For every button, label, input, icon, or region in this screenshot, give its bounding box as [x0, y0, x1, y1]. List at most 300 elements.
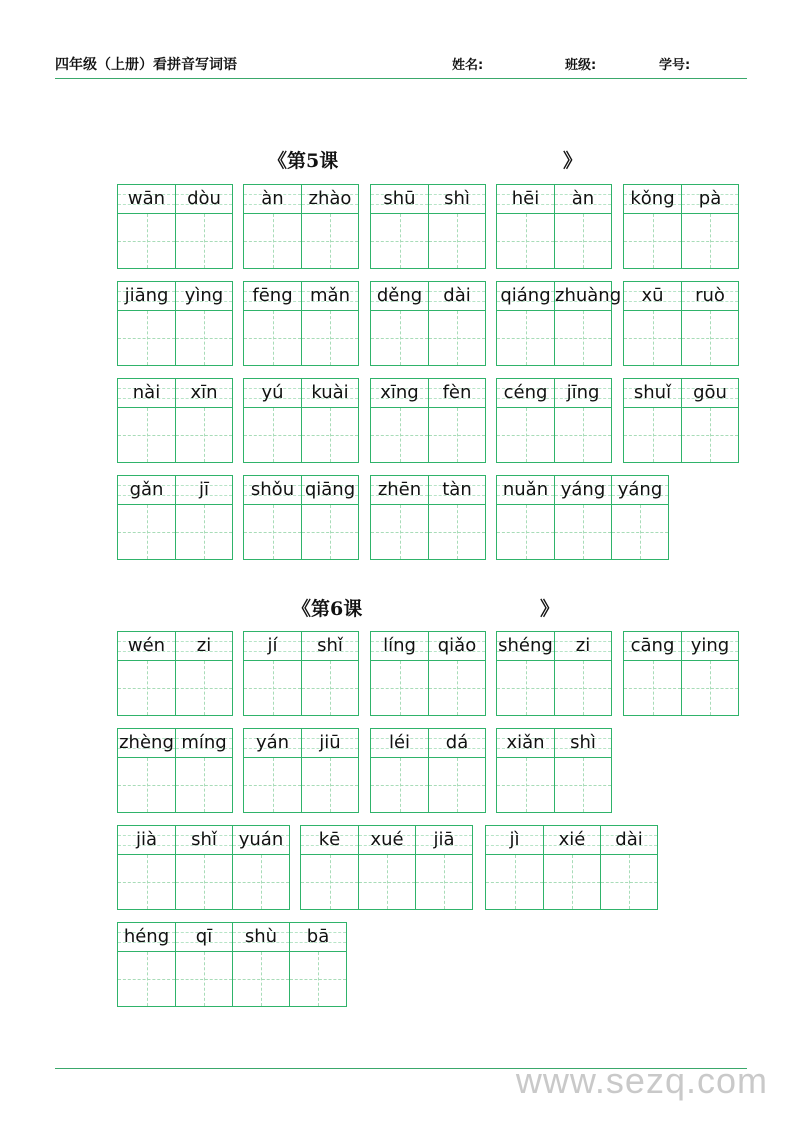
- writing-box[interactable]: [429, 505, 485, 559]
- character-cell: [371, 185, 428, 268]
- character-cell: [497, 282, 554, 365]
- pinyin-label: [682, 379, 738, 408]
- character-cell: [624, 282, 681, 365]
- writing-box[interactable]: [176, 505, 232, 559]
- writing-box[interactable]: [118, 758, 175, 812]
- pinyin-label: [555, 476, 611, 505]
- header-rule: [55, 78, 747, 79]
- writing-box[interactable]: [244, 311, 301, 365]
- writing-box[interactable]: [497, 214, 554, 268]
- word-group: [370, 281, 486, 366]
- pinyin-label: [555, 185, 611, 214]
- pinyin-text: nuǎn: [502, 479, 549, 500]
- pinyin-label: [176, 282, 232, 311]
- writing-box[interactable]: [682, 661, 738, 715]
- pinyin-text: gǎn: [129, 479, 164, 500]
- pinyin-label: [555, 729, 611, 758]
- pinyin-text: zhēn: [377, 479, 422, 500]
- pinyin-label: [301, 826, 358, 855]
- character-cell: [554, 185, 611, 268]
- pinyin-label: [544, 826, 600, 855]
- pinyin-label: [176, 476, 232, 505]
- pinyin-text: wén: [127, 635, 166, 656]
- character-cell: [543, 826, 600, 909]
- pinyin-text: jiāng: [124, 285, 169, 306]
- word-group: [243, 378, 359, 463]
- word-group: [243, 281, 359, 366]
- character-cell: [118, 185, 175, 268]
- pinyin-text: qiáng: [500, 285, 551, 306]
- word-group: [117, 728, 233, 813]
- writing-box[interactable]: [612, 505, 668, 559]
- word-group: [243, 184, 359, 269]
- pinyin-label: [371, 729, 428, 758]
- character-cell: [428, 729, 485, 812]
- writing-box[interactable]: [544, 855, 600, 909]
- pinyin-label: [176, 632, 232, 661]
- class-label: 班级:: [565, 58, 597, 73]
- writing-box[interactable]: [176, 311, 232, 365]
- word-group: [370, 728, 486, 813]
- pinyin-label: [244, 476, 301, 505]
- pinyin-label: [497, 476, 554, 505]
- pinyin-text: dá: [445, 732, 469, 753]
- character-cell: [624, 379, 681, 462]
- pinyin-label: [497, 185, 554, 214]
- pinyin-text: xīng: [380, 382, 419, 403]
- pinyin-label: [624, 379, 681, 408]
- pinyin-text: nài: [132, 382, 161, 403]
- pinyin-text: ying: [690, 635, 730, 656]
- pinyin-text: wān: [127, 188, 166, 209]
- pinyin-text: zhuàng: [555, 285, 622, 306]
- character-cell: [554, 632, 611, 715]
- writing-box[interactable]: [429, 311, 485, 365]
- pinyin-label: [371, 282, 428, 311]
- pinyin-text: shéng: [498, 635, 553, 656]
- pinyin-text: shù: [244, 926, 278, 947]
- word-group: [243, 631, 359, 716]
- pinyin-text: shū: [383, 188, 416, 209]
- character-cell: [371, 282, 428, 365]
- pinyin-text: yuán: [238, 829, 284, 850]
- pinyin-label: [118, 379, 175, 408]
- pinyin-text: jī: [198, 479, 209, 500]
- character-cell: [428, 185, 485, 268]
- pinyin-text: yú: [261, 382, 284, 403]
- character-cell: [371, 729, 428, 812]
- pinyin-label: [624, 632, 681, 661]
- pinyin-text: gōu: [693, 382, 727, 403]
- writing-box[interactable]: [302, 311, 358, 365]
- pinyin-text: mǎn: [310, 285, 350, 306]
- pinyin-text: dài: [615, 829, 643, 850]
- writing-box[interactable]: [555, 408, 611, 462]
- word-group: [370, 378, 486, 463]
- character-cell: [289, 923, 346, 1006]
- writing-box[interactable]: [302, 408, 358, 462]
- pinyin-text: àn: [261, 188, 284, 209]
- pinyin-label: [429, 379, 485, 408]
- writing-box[interactable]: [429, 214, 485, 268]
- pinyin-text: fēng: [252, 285, 293, 306]
- word-group: [623, 378, 739, 463]
- pinyin-text: zhào: [308, 188, 352, 209]
- worksheet-header: [55, 54, 747, 78]
- pinyin-label: [302, 379, 358, 408]
- character-cell: [554, 379, 611, 462]
- pinyin-text: jīng: [566, 382, 600, 403]
- character-cell: [554, 729, 611, 812]
- name-label: 姓名:: [452, 58, 484, 73]
- pinyin-text: qī: [195, 926, 213, 947]
- character-cell: [301, 379, 358, 462]
- character-cell: [175, 379, 232, 462]
- writing-box[interactable]: [497, 311, 554, 365]
- word-group: [370, 184, 486, 269]
- writing-box[interactable]: [555, 661, 611, 715]
- writing-box[interactable]: [682, 214, 738, 268]
- pinyin-text: xué: [370, 829, 404, 850]
- word-group: [117, 378, 233, 463]
- pinyin-label: [118, 729, 175, 758]
- writing-box[interactable]: [176, 661, 232, 715]
- word-group: [496, 281, 622, 366]
- character-cell: [486, 826, 543, 909]
- pinyin-text: děng: [376, 285, 423, 306]
- character-cell: [497, 185, 554, 268]
- pinyin-label: [244, 729, 301, 758]
- character-cell: [554, 282, 622, 365]
- word-group: [117, 281, 233, 366]
- pinyin-label: [682, 282, 738, 311]
- pinyin-label: [682, 632, 738, 661]
- pinyin-label: [233, 923, 289, 952]
- character-cell: [118, 476, 175, 559]
- pinyin-label: [555, 379, 611, 408]
- pinyin-text: shuǐ: [633, 382, 672, 403]
- writing-box[interactable]: [624, 214, 681, 268]
- character-cell: [232, 826, 289, 909]
- word-group: [496, 378, 612, 463]
- pinyin-text: qiāng: [304, 479, 356, 500]
- pinyin-text: kǒng: [630, 188, 675, 209]
- pinyin-text: céng: [503, 382, 548, 403]
- writing-box[interactable]: [555, 505, 611, 559]
- pinyin-text: xīn: [190, 382, 218, 403]
- character-cell: [497, 632, 554, 715]
- pinyin-label: [233, 826, 289, 855]
- pinyin-label: [429, 282, 485, 311]
- pinyin-text: líng: [383, 635, 416, 656]
- writing-box[interactable]: [371, 505, 428, 559]
- pinyin-text: xū: [641, 285, 664, 306]
- word-group: [117, 825, 290, 910]
- pinyin-label: [118, 923, 175, 952]
- writing-box[interactable]: [416, 855, 472, 909]
- pinyin-text: zi: [196, 635, 212, 656]
- writing-box[interactable]: [233, 855, 289, 909]
- character-cell: [175, 476, 232, 559]
- worksheet-title: 四年级（上册）看拼音写词语: [55, 57, 237, 73]
- pinyin-label: [371, 185, 428, 214]
- character-cell: [600, 826, 657, 909]
- word-group: [496, 631, 612, 716]
- writing-box[interactable]: [302, 505, 358, 559]
- writing-box[interactable]: [682, 311, 738, 365]
- lesson-6-title: 《第6课: [292, 598, 363, 620]
- character-cell: [244, 185, 301, 268]
- character-cell: [301, 185, 358, 268]
- writing-box[interactable]: [555, 214, 611, 268]
- pinyin-label: [302, 185, 358, 214]
- pinyin-label: [612, 476, 668, 505]
- character-cell: [175, 923, 232, 1006]
- pinyin-text: jiā: [433, 829, 455, 850]
- pinyin-text: míng: [181, 732, 227, 753]
- pinyin-text: jì: [509, 829, 520, 850]
- character-cell: [244, 379, 301, 462]
- pinyin-label: [118, 632, 175, 661]
- pinyin-label: [290, 923, 346, 952]
- pinyin-text: dòu: [187, 188, 221, 209]
- writing-box[interactable]: [301, 855, 358, 909]
- word-group: [243, 728, 359, 813]
- pinyin-label: [244, 282, 301, 311]
- lesson-5-title-close: 》: [563, 150, 583, 172]
- writing-box[interactable]: [176, 408, 232, 462]
- writing-box[interactable]: [176, 952, 232, 1006]
- word-group: [485, 825, 658, 910]
- word-group: [117, 184, 233, 269]
- writing-box[interactable]: [244, 408, 301, 462]
- pinyin-label: [302, 729, 358, 758]
- pinyin-label: [244, 379, 301, 408]
- writing-box[interactable]: [244, 661, 301, 715]
- writing-box[interactable]: [118, 505, 175, 559]
- writing-box[interactable]: [176, 855, 232, 909]
- writing-box[interactable]: [118, 855, 175, 909]
- lesson-6-title-close: 》: [540, 598, 560, 620]
- pinyin-text: tàn: [442, 479, 472, 500]
- pinyin-label: [416, 826, 472, 855]
- pinyin-text: shì: [444, 188, 470, 209]
- pinyin-text: zhèng: [119, 732, 174, 753]
- pinyin-label: [429, 476, 485, 505]
- pinyin-label: [302, 282, 358, 311]
- character-cell: [624, 185, 681, 268]
- character-cell: [244, 476, 301, 559]
- writing-box[interactable]: [244, 758, 301, 812]
- character-cell: [681, 282, 738, 365]
- pinyin-text: yìng: [184, 285, 224, 306]
- character-cell: [415, 826, 472, 909]
- writing-box[interactable]: [371, 408, 428, 462]
- character-cell: [301, 476, 358, 559]
- pinyin-text: ruò: [695, 285, 725, 306]
- pinyin-text: shǐ: [317, 635, 343, 656]
- pinyin-label: [244, 185, 301, 214]
- pinyin-label: [302, 632, 358, 661]
- word-group: [496, 184, 612, 269]
- writing-box[interactable]: [302, 214, 358, 268]
- writing-box[interactable]: [486, 855, 543, 909]
- pinyin-label: [371, 379, 428, 408]
- writing-box[interactable]: [497, 661, 554, 715]
- pinyin-label: [244, 632, 301, 661]
- pinyin-label: [176, 923, 232, 952]
- character-cell: [428, 379, 485, 462]
- pinyin-label: [371, 476, 428, 505]
- writing-box[interactable]: [601, 855, 657, 909]
- writing-box[interactable]: [176, 758, 232, 812]
- pinyin-label: [555, 632, 611, 661]
- word-group: [370, 631, 486, 716]
- character-cell: [301, 826, 358, 909]
- writing-box[interactable]: [371, 214, 428, 268]
- writing-box[interactable]: [371, 758, 428, 812]
- character-cell: [232, 923, 289, 1006]
- pinyin-text: bā: [306, 926, 330, 947]
- writing-box[interactable]: [429, 661, 485, 715]
- word-group: [496, 728, 612, 813]
- pinyin-label: [497, 379, 554, 408]
- pinyin-label: [118, 476, 175, 505]
- writing-box[interactable]: [497, 758, 554, 812]
- pinyin-label: [176, 826, 232, 855]
- character-cell: [497, 729, 554, 812]
- pinyin-label: [118, 826, 175, 855]
- writing-box[interactable]: [118, 214, 175, 268]
- character-cell: [175, 282, 232, 365]
- pinyin-label: [118, 282, 175, 311]
- pinyin-label: [624, 282, 681, 311]
- writing-box[interactable]: [359, 855, 415, 909]
- writing-box[interactable]: [244, 214, 301, 268]
- pinyin-text: yáng: [560, 479, 606, 500]
- writing-box[interactable]: [497, 408, 554, 462]
- pinyin-text: dài: [443, 285, 471, 306]
- character-cell: [244, 282, 301, 365]
- character-cell: [244, 632, 301, 715]
- writing-box[interactable]: [233, 952, 289, 1006]
- character-cell: [554, 476, 611, 559]
- writing-box[interactable]: [682, 408, 738, 462]
- word-group: [117, 922, 347, 1007]
- character-cell: [118, 632, 175, 715]
- pinyin-label: [555, 282, 622, 311]
- character-cell: [175, 729, 232, 812]
- writing-box[interactable]: [624, 661, 681, 715]
- writing-box[interactable]: [118, 311, 175, 365]
- pinyin-text: fèn: [442, 382, 472, 403]
- character-cell: [118, 729, 175, 812]
- pinyin-label: [176, 185, 232, 214]
- pinyin-label: [118, 185, 175, 214]
- character-cell: [301, 632, 358, 715]
- word-group: [117, 631, 233, 716]
- word-group: [117, 475, 233, 560]
- writing-box[interactable]: [555, 758, 611, 812]
- character-cell: [428, 632, 485, 715]
- writing-box[interactable]: [429, 408, 485, 462]
- pinyin-text: qiǎo: [437, 635, 477, 656]
- pinyin-label: [486, 826, 543, 855]
- word-group: [623, 281, 739, 366]
- character-cell: [175, 632, 232, 715]
- writing-box[interactable]: [176, 214, 232, 268]
- writing-box[interactable]: [624, 408, 681, 462]
- character-cell: [175, 826, 232, 909]
- pinyin-text: yáng: [617, 479, 663, 500]
- pinyin-text: xiǎn: [506, 732, 545, 753]
- word-group: [243, 475, 359, 560]
- writing-box[interactable]: [497, 505, 554, 559]
- writing-box[interactable]: [118, 952, 175, 1006]
- character-cell: [118, 282, 175, 365]
- writing-box[interactable]: [624, 311, 681, 365]
- character-cell: [681, 379, 738, 462]
- pinyin-text: hēi: [511, 188, 540, 209]
- pinyin-label: [497, 632, 554, 661]
- pinyin-text: yán: [255, 732, 290, 753]
- pinyin-text: cāng: [630, 635, 675, 656]
- pinyin-text: shì: [570, 732, 596, 753]
- character-cell: [497, 379, 554, 462]
- character-cell: [611, 476, 668, 559]
- writing-box[interactable]: [302, 661, 358, 715]
- pinyin-text: kē: [318, 829, 341, 850]
- character-cell: [371, 476, 428, 559]
- writing-box[interactable]: [118, 661, 175, 715]
- lesson-5-title: 《第5课: [268, 150, 339, 172]
- pinyin-label: [429, 729, 485, 758]
- word-group: [496, 475, 669, 560]
- pinyin-label: [302, 476, 358, 505]
- pinyin-label: [176, 729, 232, 758]
- pinyin-label: [497, 282, 554, 311]
- writing-box[interactable]: [371, 311, 428, 365]
- character-cell: [175, 185, 232, 268]
- pinyin-text: xié: [558, 829, 586, 850]
- pinyin-text: kuài: [311, 382, 349, 403]
- pinyin-label: [371, 632, 428, 661]
- writing-box[interactable]: [302, 758, 358, 812]
- word-group: [370, 475, 486, 560]
- writing-box[interactable]: [371, 661, 428, 715]
- pinyin-label: [497, 729, 554, 758]
- writing-box[interactable]: [244, 505, 301, 559]
- writing-box[interactable]: [555, 311, 611, 365]
- character-cell: [118, 379, 175, 462]
- watermark: www.sezq.com: [515, 1060, 768, 1101]
- pinyin-label: [601, 826, 657, 855]
- writing-box[interactable]: [429, 758, 485, 812]
- pinyin-label: [429, 632, 485, 661]
- writing-box[interactable]: [118, 408, 175, 462]
- writing-box[interactable]: [290, 952, 346, 1006]
- pinyin-label: [624, 185, 681, 214]
- character-cell: [624, 632, 681, 715]
- pinyin-text: jià: [135, 829, 158, 850]
- character-cell: [428, 476, 485, 559]
- character-cell: [428, 282, 485, 365]
- pinyin-text: shǐ: [191, 829, 217, 850]
- character-cell: [358, 826, 415, 909]
- word-group: [300, 825, 473, 910]
- pinyin-text: shǒu: [250, 479, 295, 500]
- pinyin-text: jí: [267, 635, 278, 656]
